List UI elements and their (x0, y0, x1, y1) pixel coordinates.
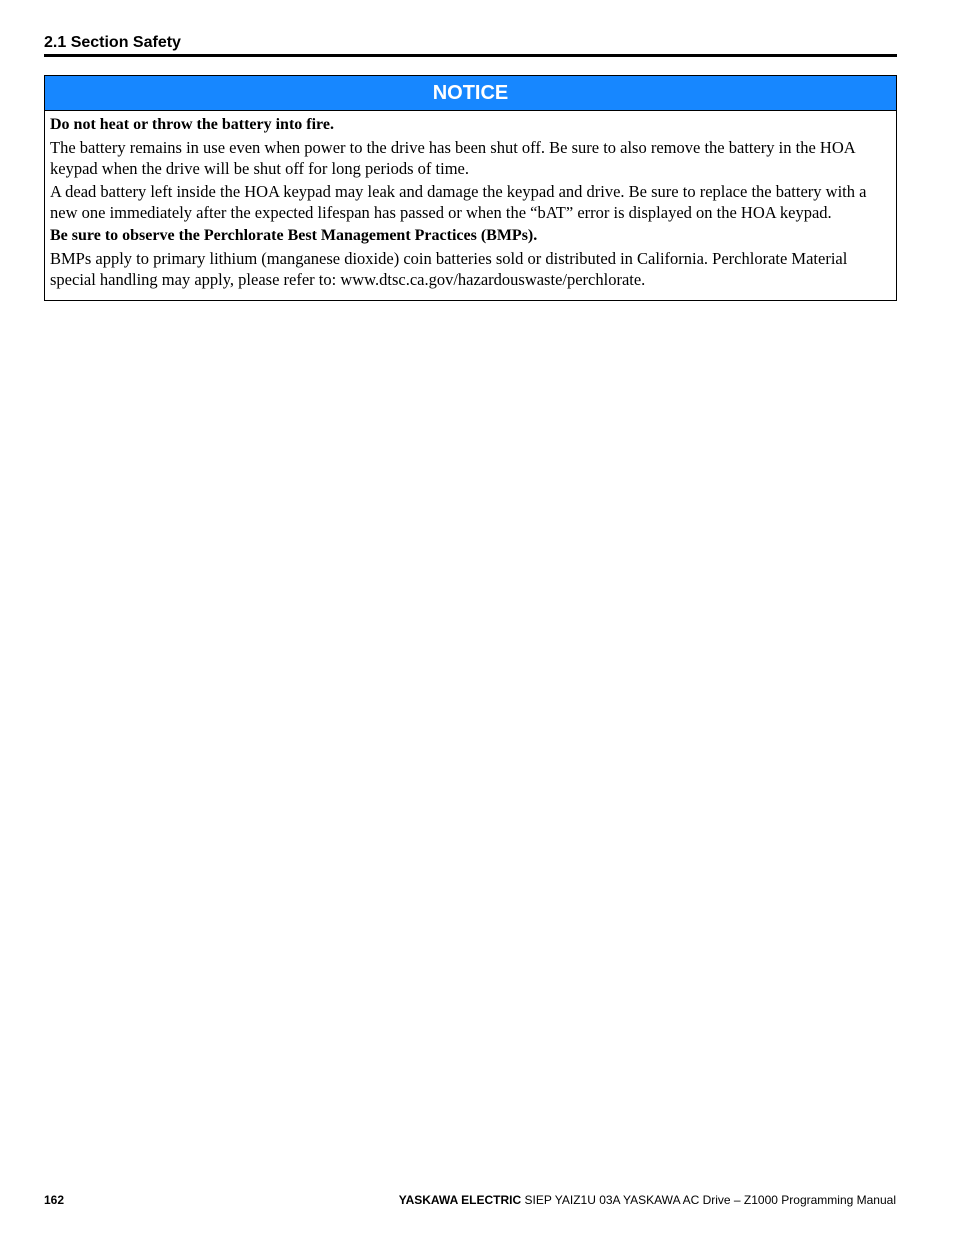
footer-manual-info (399, 1193, 896, 1207)
notice-paragraph-dead-battery: A dead battery left inside the HOA keypad may leak and damage the keypad and drive. Be sure to replace the battery with a new one immediately after the expected lifespan has passed or when the “bAT” error is displayed on the HOA keypad. (50, 182, 867, 222)
footer-manual-title: SIEP YAIZ1U 03A YASKAWA AC Drive – Z1000 Programming Manual (521, 1193, 896, 1207)
notice-box (44, 75, 897, 301)
notice-heading-perchlorate: Be sure to observe the Perchlorate Best Management Practices (BMPs). (50, 227, 538, 244)
section-title: 2.1 Section Safety (44, 33, 897, 57)
notice-paragraph-battery-removal: The battery remains in use even when power to the drive has been shut off. Be sure to also remove the battery in the HOA keypad when the drive will be shut off for long periods of time. (50, 138, 855, 178)
notice-heading-fire: Do not heat or throw the battery into fire. (50, 116, 334, 133)
notice-body (45, 111, 896, 300)
notice-paragraph-bmps: BMPs apply to primary lithium (manganese dioxide) coin batteries sold or distributed in California. Perchlorate Material special handling may apply, please refer to: www.dtsc.ca.gov/hazardouswaste/perchlorate. (50, 249, 848, 289)
footer-brand: YASKAWA ELECTRIC (398, 1193, 522, 1207)
notice-banner: NOTICE (45, 76, 896, 111)
page-number: 162 (44, 1193, 65, 1207)
